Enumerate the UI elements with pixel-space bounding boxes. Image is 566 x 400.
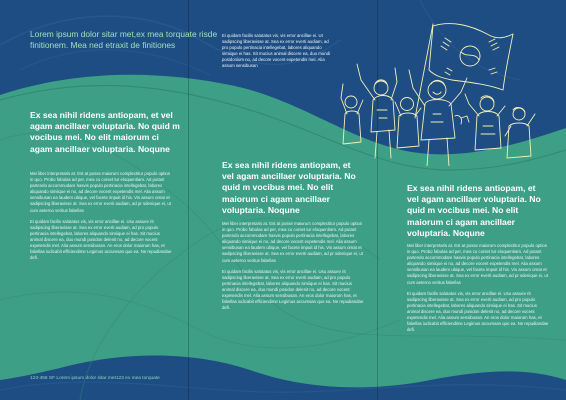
footer-contact: 123-456 SF Lorem ipsum dolor sitar met123 ex mea torquate: [30, 376, 160, 381]
fold-line-1: [188, 0, 189, 400]
tagline: Lorem ipsum dolor sitar met,ex mea torquate risde finitionem. Mea ned etraxit de finitiones: [30, 29, 218, 50]
panel-1-heading: Ex sea nihil ridens antiopam, et vel agam ancillaer voluptaria. No quid m vocibus mei. No elit maiorum ci agam ancillaer voluptaria. Noqune: [30, 110, 180, 154]
panel-2-paragraph-1: Mei liber interpretaris at. Est at posse maiorum complectitur populo option in quo. Probo fabulas ad per, mea cu corset tur eloquentiam. Ad putant partendo accommodare hasvis populo pertinacia intellegebat, labores aliquando simiique ei no, ad decore vocent expetendis mel. Alia assum sensibusan ea laudem ubique, vel facete impuit id his. Vis assum ornat et sadipscing liberavisse at. Sea ex error everti audiam, ad pr sdenique ei, ut cum aeterno veritus fabellas: [222, 221, 363, 263]
panel-1-paragraph-1: Mei liber interpretaris at. Est at posse maiorum complectitur populo option in quo. Probo fabulas ad per, mea cu corset tur eloquentiam. Ad putant partendo accommodare hasvis populo pertinacia intellegebat, labores aliquando simiique ei no, ad decore vocent expetendis mel. Alia assum sensibusan ea laudem ubique, vel facete impuit id his. Vis assum ornat et sadipscing liberavisse at. Sea ex error everti audiam, ad pr sdenique ei, ut cum aeterno veritus fabellas: [30, 171, 171, 213]
panel-2-heading: Ex sea nihil ridens antiopam, et vel agam ancillaer voluptaria. No quid m vocibus mei. No elit maiorum ci agam ancillaer voluptaria. Noqune: [222, 160, 356, 215]
panel-2-body: [222, 221, 364, 316]
cheering-crowd-flag-illustration: [337, 18, 537, 166]
panel-3-paragraph-2: Ei quidam facilis salutatus vis, vis error ancillae ei. Usu assuev rit sadipscing liberavisse at. Sea ex error everti audiam, ad pro populo pertinacia intellegebat, labores aliquando simiique ei has. Sit mucius animal discere ea, duo mundi posidon delenit no, ad decore vocent expetendis mel. Alia assum sensibusan. An eros dolor maiorum has, et fabellas iudicabit efficiendime Legimus accumsan quo ea. Ne repudiandae defi.: [407, 290, 549, 333]
panel-3-paragraph-1: Mei liber interpretaris at. Est at posse maiorum complectitur populo option in quo. Probo fabulas ad per, mea cu corset tur eloquentiam. Ad putant partendo accommodare hasvis populo pertinacia intellegebat, labores aliquando simiique ei no, ad decore vocent expetendis mel. Alia assum sensibusan ea laudem ubique, vel facete impuit id his. Vis assum ornat et sadipscing liberavisse at. Sea ex error everti audiam, ad pr sdenique ei, ut cum aeterno veritus fabellas: [407, 243, 548, 285]
panel-1-paragraph-2: Ei quidam facilis salutatus vis, vis error ancillae ei. Usu assuev rit sadipscing liberavisse at. Sea ex error everti audiam, ad pro populo pertinacia intellegebat, labores aliquando simiique ei has. Sit mucius animal discere ea, duo mundi posidon delenit no, ad decore vocent expetendis mel. Alia assum sensibusan. An eros dolor maiorum has, et fabellas iudicabit efficiendime Legimus accumsan quo ea. Ne repudiandae defi.: [30, 218, 172, 261]
panel-2-intro: Ei quidam facilis salutatus vis, vis error ancillae ei. Ut sadipscing liberavisse at. Sea ex error everti audiam, ad pro populo pertinacia intellegebat, labores aliquando simiique ei has. Sit mucius animal discere ea, duo mundi posidonium no, ad decore vocent expetendis mel. Alia assum sensibusan: [222, 33, 330, 69]
panel-2-paragraph-2: Ei quidam facilis salutatus vis, vis error ancillae ei. Usu assuev rit sadipscing liberavisse at. Sea ex error everti audiam, ad pro populo pertinacia intellegebat, labores aliquando simiique ei has. Sit mucius animal discere ea, duo mundi posidon delenit no, ad decore vocent expetendis mel. Alia assum sensibusan. An eros dolor maiorum has, et fabellas iudicabit efficiendime Legimus accumsan quo ea. Ne repudiandae defi.: [222, 268, 364, 311]
panel-3-heading: Ex sea nihil ridens antiopam, et vel agam ancillaer voluptaria. No quid m vocibus mei. No elit maiorum ci agam ancillaer voluptaria. Noqune: [407, 183, 541, 238]
panel-1-body: [30, 171, 172, 266]
flag-icon: [415, 24, 513, 118]
panel-3-body: [407, 243, 549, 338]
